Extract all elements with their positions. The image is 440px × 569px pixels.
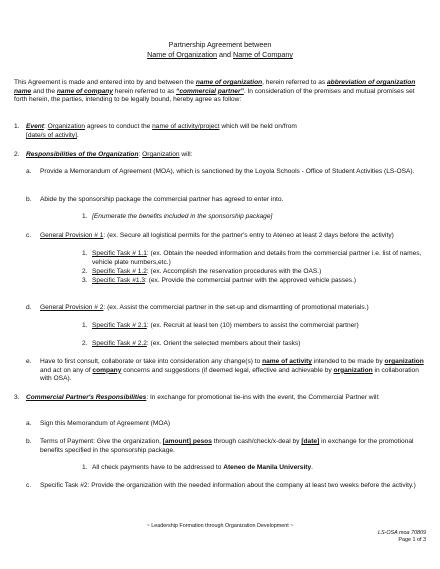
- intro-text-e: and the: [31, 87, 57, 95]
- s2-d-label: d.: [26, 304, 32, 311]
- intro-commercial-partner: “commercial partner”: [176, 87, 244, 95]
- s3-c-label: c.: [26, 482, 32, 489]
- s2-c-label: c.: [26, 232, 32, 239]
- s2-c3-task: Specific Task #1.3: [92, 277, 146, 284]
- intro-text-c: , herein referred to as: [262, 79, 327, 86]
- s2-e-organization-2: organization: [333, 366, 373, 374]
- intro-paragraph: [14, 79, 426, 105]
- s2-d2-desc: : (ex. Orient the selected members about their tasks): [146, 340, 301, 347]
- section-1-colon: :: [43, 123, 48, 130]
- section-1-number: 1.: [14, 123, 20, 130]
- section-1-date-line: [26, 132, 79, 141]
- s2-e-t5: in collaboration with OSA).: [40, 366, 419, 383]
- s2-e-t3: and act on any of: [40, 366, 93, 374]
- footer-code: LS-OSA moa 70809: [377, 530, 426, 536]
- section-1-text2: which will be held on/from: [219, 123, 297, 130]
- section-3-heading: [14, 394, 426, 403]
- s2-d1-task: Specific Task # 2.1: [92, 322, 147, 329]
- s2-d1-num: 1.: [82, 322, 88, 329]
- footer-tagline: ~ Leadership Formation through Organization Development ~: [146, 523, 294, 529]
- section-2-title: Responsibilities of the Organization: [26, 151, 139, 158]
- title-company: Name of Company: [233, 50, 293, 59]
- s2-d-provision: General Provision # 2: [40, 304, 104, 311]
- s2-b1-text: [Enumerate the benefits included in the sponsorship package]: [92, 213, 273, 220]
- section-2-number: 2.: [14, 151, 20, 158]
- s3-b1-t: All check payments have to be addressed to: [92, 464, 224, 471]
- s2-d-text: [40, 304, 426, 313]
- section-3-text: : In exchange for promotional tie-ins with the event, the Commercial Partner will:: [146, 394, 380, 401]
- s3-b-t1: Terms of Payment: Give the organization,: [40, 438, 163, 445]
- s3-a-label: a.: [26, 420, 32, 427]
- s2-d2-num: 2.: [82, 340, 88, 347]
- section-2-heading: [14, 151, 192, 160]
- s2-d1-text: [92, 322, 426, 331]
- s2-c1-num: 1.: [82, 250, 88, 257]
- s2-d1-desc: : (ex. Recruit at least ten (10) members to assist the commercial partner): [146, 322, 359, 329]
- s3-b-label: b.: [26, 438, 32, 445]
- s2-d2-task: Specific Task # 2.2: [92, 340, 147, 347]
- intro-org-name: name of organization: [195, 79, 263, 86]
- section-1-event: Event: [26, 123, 44, 130]
- s2-c-desc: : (ex. Secure all logistical permits for the partner's entry to Ateneo at least 2 days before the activity): [103, 232, 394, 239]
- section-3-title: Commercial Partner's Responsibilities: [26, 394, 147, 401]
- s2-e-t1: Have to first consult, collaborate or take into consideration any change(s) to: [40, 358, 263, 365]
- s2-c2-num: 2.: [82, 268, 88, 275]
- section-1: [14, 123, 426, 132]
- s3-a-text: Sign this Memorandum of Agreement (MOA): [40, 420, 171, 427]
- s2-c2-task: Specific Task # 1.2: [92, 268, 147, 275]
- section-2-organization: Organization: [142, 151, 180, 158]
- s3-b-amount: [amount] pesos: [162, 438, 212, 445]
- footer-meta: [378, 530, 426, 544]
- s2-c3-desc: : (ex. Provide the commercial partner with the approved vehicle passes.): [145, 277, 357, 284]
- s2-e-t2: intended to be made by: [311, 358, 385, 365]
- section-1-activity: name of activity/project: [152, 123, 220, 130]
- s2-c1-text: [92, 250, 426, 267]
- section-1-dot: .: [76, 132, 79, 139]
- intro-company-name: name of company: [56, 87, 113, 95]
- s2-c2-text: [92, 268, 321, 277]
- section-1-text: agrees to conduct the: [85, 123, 153, 130]
- intro-text-a: This Agreement is made and entered into by and between the: [14, 79, 196, 86]
- footer-page-number: Page 1 of 3: [398, 536, 426, 543]
- s3-b-t2: through cash/check/x-deal by: [211, 438, 302, 445]
- section-1-date: [date/s of activity]: [26, 132, 77, 139]
- s2-b-text: Abide by the sponsorship package the commercial partner has agreed to enter into.: [40, 196, 284, 203]
- s2-a-text: Provide a Memorandum of Agreement (MOA), which is sanctioned by the Loyola Schools - Office of Student Activities (LS-OSA).: [40, 168, 415, 175]
- s2-e-company: company: [92, 366, 122, 374]
- s3-b-date: [date]: [301, 438, 320, 445]
- s2-e-activity: name of activity: [262, 358, 312, 365]
- section-1-organization: Organization: [47, 123, 86, 130]
- s3-c-text: Specific Task #2: Provide the organization with the needed information about the company at least two weeks before the activity.): [40, 482, 416, 489]
- s3-b1-university: Ateneo de Manila University: [223, 464, 312, 471]
- s3-b1-num: 1.: [82, 464, 88, 471]
- s2-d-desc: : (ex. Assist the commercial partner in the set-up and dismantling of promotional materials.): [103, 304, 369, 311]
- s2-c2-desc: : (ex. Accomplish the reservation procedures with the OAS.): [146, 268, 322, 275]
- s2-e-text: [40, 358, 426, 384]
- s2-e-t4: concerns and suggestions (if deemed legal, effective and achievable by: [121, 366, 334, 374]
- s3-b1-text: [92, 464, 313, 473]
- s2-e-label: e.: [26, 358, 32, 365]
- title-line-2: [0, 50, 440, 59]
- s2-c3-num: 3.: [82, 277, 88, 284]
- s2-e-organization: organization: [384, 358, 424, 365]
- s2-c-text: [40, 232, 426, 241]
- title-and: and: [217, 50, 233, 59]
- section-2-will: will:: [179, 151, 193, 158]
- s2-b-label: b.: [26, 196, 32, 203]
- s2-a-label: a.: [26, 168, 32, 175]
- section-2-gap: :: [138, 151, 143, 158]
- intro-text-i: . In consideration of the premises and mutual promises set forth herein, the parties, intending to be legally bound, hereby agree as follow:: [14, 87, 415, 104]
- intro-abbreviation: abbreviation of organization name: [14, 79, 416, 95]
- s2-c1-desc: : (ex. Obtain the needed information and details from the commercial partner i.e. list of names, vehicle plate numbers,etc.): [92, 250, 422, 266]
- s3-b-t3: in exchange for the promotional benefits specified in the sponsorship package.: [40, 438, 414, 454]
- title-line-1: Partnership Agreement between: [168, 40, 272, 49]
- intro-text-g: herein referred to as: [112, 87, 177, 95]
- s2-d2-text: [92, 340, 300, 349]
- title-organization: Name of Organization: [147, 50, 217, 59]
- s3-b-text: [40, 438, 426, 455]
- s2-c3-text: [92, 277, 426, 286]
- section-3-number: 3.: [14, 394, 20, 401]
- s2-c-provision: General Provision # 1: [40, 232, 104, 239]
- s3-b1-dot: .: [311, 464, 314, 471]
- s2-c1-task: Specific Task # 1.1: [92, 250, 147, 257]
- s2-b1-num: 1.: [82, 213, 88, 220]
